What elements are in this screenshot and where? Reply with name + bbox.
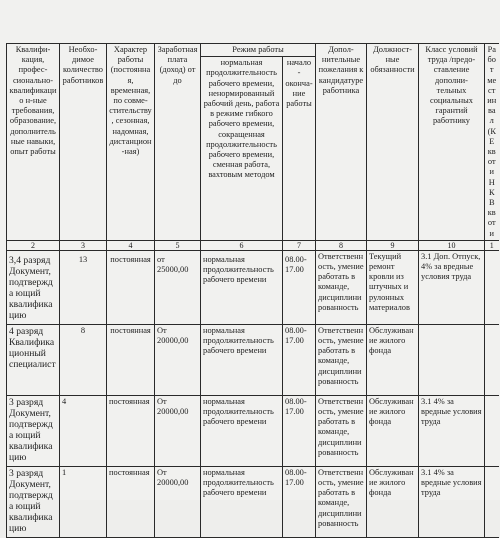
column-number-row [7,240,499,250]
cell-hours: 08.00-17.00 [283,324,316,395]
header-conditions: Класс условий труда /предо-ставление дополни-тельных социальных гарантий работнику [419,44,485,241]
header-mode-type: нормальная продолжительность рабочего времени, ненормированный рабочий день, работа в режиме гибкого рабочего времени, сокращенная продолжительность рабочего времени, сменная работа, вахтовым методом [201,57,283,241]
header-row-1 [7,44,499,57]
header-count: Необхо-димое количество работников [60,44,107,241]
cell-work-type: постоянная [107,395,155,466]
cell-work-mode: нормальная продолжительность рабочего времени [201,395,283,466]
cell-qualification: 3 разряд Документ, подтвержда ющий квалификацию [7,395,60,466]
cell-quota [485,324,499,395]
cell-hours: 08.00-17.00 [283,466,316,537]
header-wishes: Допол-нительные пожелания к кандидатуре работника [316,44,367,241]
vacancy-table [6,43,499,538]
column-number: 7 [283,240,316,250]
cell-salary: От 20000,00 [155,466,201,537]
column-number: 2 [7,240,60,250]
column-number: 4 [107,240,155,250]
header-work-mode: Режим работы [201,44,316,57]
cell-qualification: 3,4 разряд Документ, подтвержда ющий квалификацию [7,250,60,324]
cell-hours: 08.00-17.00 [283,250,316,324]
cell-wishes: Ответственность, умение работать в команде, дисциплинированность [316,395,367,466]
cell-salary: От 20000,00 [155,324,201,395]
cell-quota [485,395,499,466]
cell-conditions: 3.1 4% за вредные условия труда [419,395,485,466]
table-row [7,395,499,466]
cell-wishes: Ответственность, умение работать в команде, дисциплинированность [316,324,367,395]
column-number: 6 [201,240,283,250]
cell-hours: 08.00-17.00 [283,395,316,466]
cell-quota [485,466,499,537]
column-number: 5 [155,240,201,250]
cell-work-type: постоянная [107,324,155,395]
cell-salary: от 25000,00 [155,250,201,324]
column-number: 1 [485,240,499,250]
cell-wishes: Ответственность, умение работать в команде, дисциплинированность [316,466,367,537]
cell-duties: Обслуживание жилого фонда [367,466,419,537]
cell-work-type: постоянная [107,250,155,324]
table-row [7,466,499,537]
column-number: 10 [419,240,485,250]
cell-conditions: 3.1 4% за вредные условия труда [419,466,485,537]
column-number: 3 [60,240,107,250]
table-row [7,324,499,395]
cell-work-mode: нормальная продолжительность рабочего времени [201,324,283,395]
header-qualification: Квалифи-кация, профес-сионально-квалификацио н-ные требования, образование, дополнитель ные навыки, опыт работы [7,44,60,241]
header-salary: Заработная плата (доход) от до [155,44,201,241]
header-work-type: Характер работы (постоянная, временная, по совме-стительству, сезонная, надомная, дистанцион-ная) [107,44,155,241]
cell-conditions [419,324,485,395]
header-duties: Должност-ные обязанности [367,44,419,241]
table-row [7,250,499,324]
cell-count: 1 [60,466,107,537]
header-hours: начало - оконча-ние работы [283,57,316,241]
cell-work-mode: нормальная продолжительность рабочего времени [201,466,283,537]
cell-work-type: постоянная [107,466,155,537]
cell-duties: Текущий ремонт кровли из штучных и рулонных материалов [367,250,419,324]
cell-quota [485,250,499,324]
cell-wishes: Ответственность, умение работать в команде, дисциплинированность [316,250,367,324]
cell-qualification: 3 разряд Документ, подтвержда ющий квалификацию [7,466,60,537]
cell-count: 4 [60,395,107,466]
cell-work-mode: нормальная продолжительность рабочего времени [201,250,283,324]
cell-duties: Обслуживание жилого фонда [367,324,419,395]
cell-duties: Обслуживание жилого фонда [367,395,419,466]
header-disabled-quota: Работ мест инвал (КЕ квоти НКВ квоти [485,44,499,241]
column-number: 8 [316,240,367,250]
cell-salary: От 20000,00 [155,395,201,466]
cell-qualification: 4 разряд Квалификационный специалист [7,324,60,395]
cell-conditions: 3.1 Доп. Отпуск, 4% за вредные условия труда [419,250,485,324]
cell-count: 8 [60,324,107,395]
column-number: 9 [367,240,419,250]
cell-count: 13 [60,250,107,324]
